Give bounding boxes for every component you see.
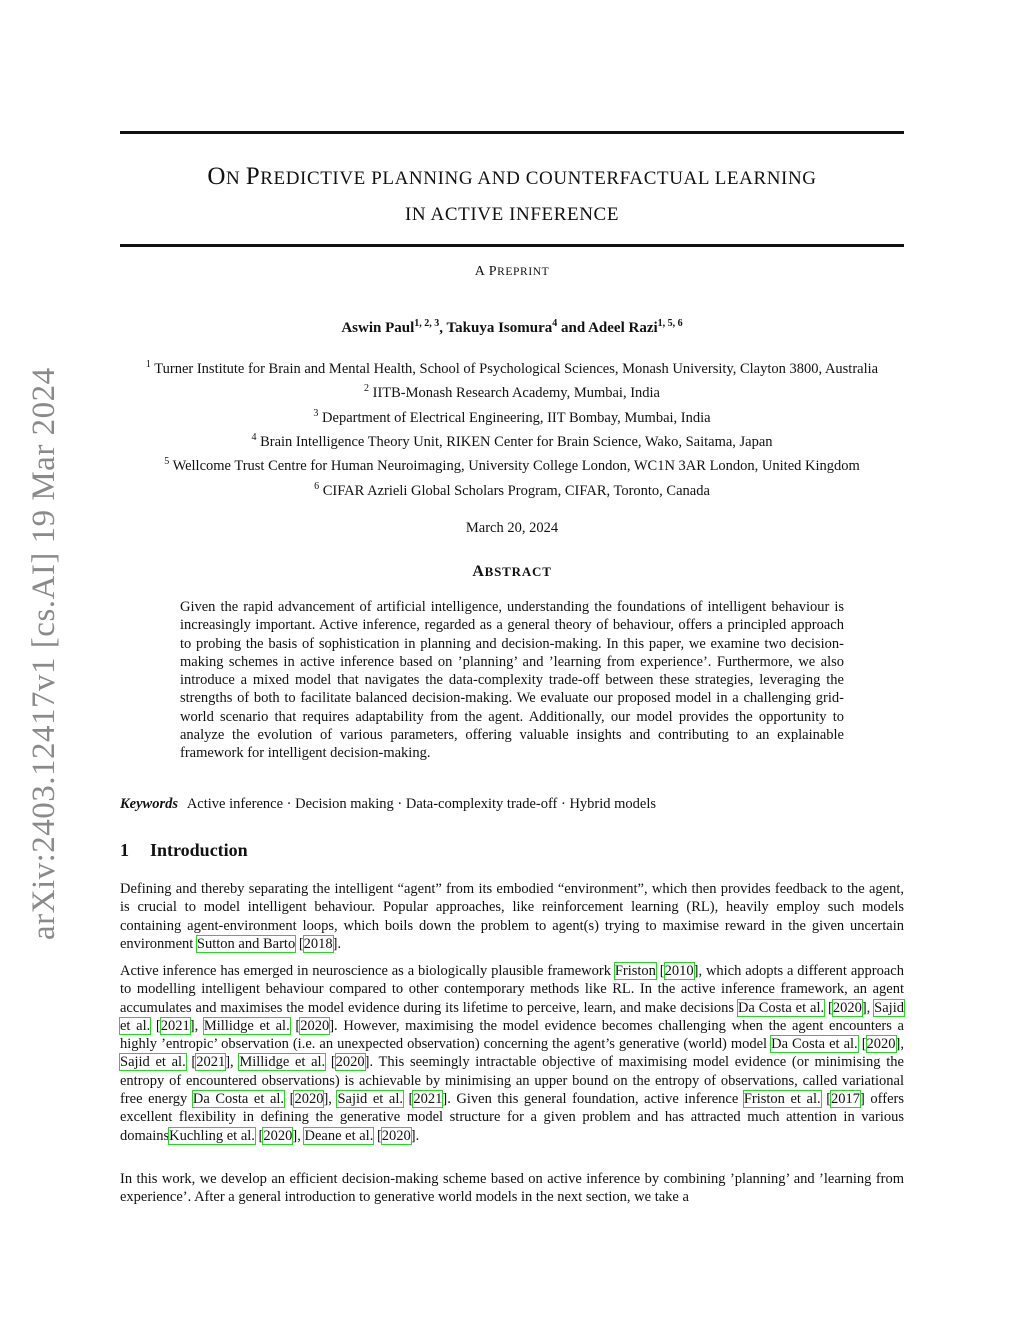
section-heading xyxy=(120,840,248,861)
paragraph-text: [ xyxy=(295,935,304,952)
paragraph-text: ]. However, maximising the model evidence becomes challenging when the agent encounters a highly ’entropic’ observation (i.e. an unexpected observation) concerning the agent’s generative (world) model xyxy=(120,1017,904,1053)
title-line-1 xyxy=(120,160,904,196)
title-smallcaps: N xyxy=(226,168,246,189)
affiliation-item xyxy=(60,355,964,379)
abstract-heading-smallcaps: BSTRACT xyxy=(484,564,552,579)
paper-title xyxy=(120,160,904,232)
section-title: Introduction xyxy=(150,840,248,860)
title-top-rule xyxy=(120,131,904,134)
title-smallcaps: REDICTIVE PLANNING AND COUNTERFACTUAL LEARNING xyxy=(260,168,817,189)
section-number: 1 xyxy=(120,840,129,860)
citation-link[interactable]: Da Costa et al. xyxy=(771,1036,858,1053)
paragraph-text: [ xyxy=(254,1127,264,1144)
citation-link[interactable]: Deane et al. xyxy=(304,1127,374,1144)
author-separator: , xyxy=(439,320,447,336)
citation-link[interactable]: 2020 xyxy=(381,1127,411,1144)
citation-link[interactable]: Kuchling et al. xyxy=(169,1127,255,1144)
paragraph-text: Defining and thereby separating the intelligent “agent” from its embodied “environment”, which then provides feedback to the agent, is crucial to model intelligent behaviour. Popular approaches, like reinforcement learning (RL), heavily employ such models containing agent-environment loops, which boils down the problem to agent(s) trying to maximise reward in the given uncertain environment xyxy=(120,881,904,952)
citation-link[interactable]: 2020 xyxy=(335,1054,365,1071)
paragraph-text: ], xyxy=(861,999,875,1016)
affiliation-num: 5 xyxy=(164,456,170,468)
citation-link[interactable]: 2020 xyxy=(263,1127,293,1144)
citation-link[interactable]: 2020 xyxy=(832,999,862,1016)
citation-link[interactable]: Millidge et al. xyxy=(239,1054,326,1071)
paragraph-text: In this work, we develop an efficient decision-making scheme based on active inference by combining ’planning’ and ’learning from experience’. After a general introduction to generative world models in the next section, we take a xyxy=(120,1171,904,1206)
paragraph-text: [ xyxy=(289,1017,301,1034)
affiliation-list xyxy=(60,355,964,501)
citation-link[interactable]: 2010 xyxy=(664,963,694,979)
author-affil-sup: 1, 2, 3 xyxy=(414,318,440,329)
paragraph-text: [ xyxy=(150,1017,161,1034)
preprint-letter: A xyxy=(474,264,485,279)
paragraph-text: [ xyxy=(402,1091,414,1108)
citation-link[interactable]: Friston xyxy=(614,963,656,979)
paragraph-text: ] offers excellent flexibility in defining the generative model structure for a given problem and has attracted much attention in various domains xyxy=(120,1091,904,1144)
citation-link[interactable]: Da Costa et al. xyxy=(192,1091,285,1108)
citation-link[interactable]: Sajid et al. xyxy=(337,1091,403,1108)
paragraph-text: [ xyxy=(284,1091,295,1108)
paragraph-text: [ xyxy=(857,1036,867,1053)
abstract-text: Given the rapid advancement of artificial intelligence, understanding the foundations of intelligent behaviour is increasingly important. Active inference, regarded as a general theory of behaviour, offers a principled approach to probing the basis of sophistication in planning and decision-making. In this paper, we examine two decision-making schemes in active inference based on ’planning’ and ’learning from experience’. Furthermore, we also introduce a mixed model that navigates the data-complexity trade-off between these strategies, leveraging the strengths of both to facilitate balanced decision-making. We evaluate our proposed model in a challenging grid-world scenario that requires adaptability from the agent. Additionally, our model provides the opportunity to analyze the evolution of various parameters, offering valuable insights and contributing to an explainable framework for intelligent decision-making. xyxy=(180,599,844,762)
title-line-2 xyxy=(120,196,904,232)
citation-link[interactable]: Sutton and Barto xyxy=(196,935,296,952)
paragraph-text: Active inference has emerged in neuroscience as a biologically plausible framework xyxy=(120,963,615,979)
paragraph-text: [ xyxy=(824,999,833,1016)
citation-link[interactable]: 2020 xyxy=(300,1017,330,1034)
citation-link[interactable]: Millidge et al. xyxy=(203,1017,290,1034)
affiliation-text: IITB-Monash Research Academy, Mumbai, India xyxy=(372,385,660,402)
author-name: Takuya Isomura xyxy=(446,320,553,336)
citation-link[interactable]: Friston et al. xyxy=(743,1091,821,1108)
affiliation-item xyxy=(60,452,964,476)
citation-link[interactable]: 2021 xyxy=(196,1054,226,1071)
preprint-letter: P xyxy=(488,264,498,279)
title-letter: O xyxy=(207,163,227,190)
paragraph-text: ]. xyxy=(332,935,342,952)
paragraph-text: ]. This seemingly intractable objective of maximising model evidence (or minimising the entropy of encountered observations) is achievable by minimising an upper bound on the entropy of observations, called variational free energy xyxy=(120,1054,904,1108)
title-smallcaps: IN ACTIVE INFERENCE xyxy=(404,204,620,225)
citation-link[interactable]: 2021 xyxy=(413,1091,443,1108)
title-letter: P xyxy=(245,163,261,190)
keywords-label: Keywords xyxy=(120,796,178,812)
citation-link[interactable]: 2018 xyxy=(303,935,333,952)
paragraph-text: ], xyxy=(895,1036,904,1053)
paragraph-text: [ xyxy=(820,1091,832,1108)
preprint-label xyxy=(120,264,904,280)
paragraph-text: ]. xyxy=(410,1127,420,1144)
affiliation-num: 2 xyxy=(364,383,369,395)
paragraph-text: [ xyxy=(655,963,665,979)
citation-link[interactable]: 2020 xyxy=(294,1091,324,1108)
paragraph-text: [ xyxy=(325,1054,336,1071)
abstract-heading-letter: A xyxy=(472,563,485,580)
citation-link[interactable]: 2020 xyxy=(866,1036,896,1053)
citation-link[interactable]: Sajid et al. xyxy=(120,999,904,1034)
keywords-text: Active inference · Decision making · Data-complexity trade-off · Hybrid models xyxy=(186,796,657,812)
paragraph xyxy=(120,962,904,1145)
paragraph-text: ], xyxy=(323,1091,338,1108)
affiliation-item xyxy=(60,404,964,428)
affiliation-num: 6 xyxy=(314,480,320,492)
preprint-smallcaps: REPRINT xyxy=(497,266,550,278)
author-separator: and xyxy=(557,320,589,336)
affiliation-text: Department of Electrical Engineering, IIT Bombay, Mumbai, India xyxy=(322,409,711,426)
paragraph xyxy=(120,880,904,953)
affiliation-num: 3 xyxy=(313,407,319,419)
affiliation-item xyxy=(60,379,964,403)
paragraph-text: ], xyxy=(189,1017,204,1034)
paragraph-text: ], which adopts a different approach to modelling intelligent behaviour compared to other contemporary methods like RL. In the active inference framework, an agent accumulates and maximises the model evidence during its lifetime to perceive, learn, and make decisions xyxy=(120,963,904,1016)
abstract-heading xyxy=(120,563,904,581)
author-list xyxy=(120,318,904,337)
paragraph-text: ], xyxy=(292,1127,305,1144)
citation-link[interactable]: 2017 xyxy=(831,1091,861,1108)
arxiv-side-stamp: arXiv:2403.12417v1 [cs.AI] 19 Mar 2024 xyxy=(26,367,62,940)
keywords-line xyxy=(120,796,904,813)
citation-link[interactable]: Sajid et al. xyxy=(120,1054,186,1071)
author-name: Adeel Razi xyxy=(588,320,658,336)
affiliation-item xyxy=(60,428,964,452)
affiliation-text: Wellcome Trust Centre for Human Neuroimaging, University College London, WC1N 3AR London, United Kingdom xyxy=(172,458,860,475)
affiliation-text: Turner Institute for Brain and Mental Health, School of Psychological Sciences, Monash University, Clayton 3800, Australia xyxy=(154,360,879,377)
paragraph-text: [ xyxy=(185,1054,197,1071)
paragraph-text: ]. Given this general foundation, active inference xyxy=(442,1091,744,1108)
affiliation-num: 1 xyxy=(145,359,151,370)
paragraph-text: [ xyxy=(373,1127,382,1144)
affiliation-item xyxy=(60,477,964,501)
author-affil-sup: 1, 5, 6 xyxy=(657,318,683,329)
author-name: Aswin Paul xyxy=(341,320,415,336)
citation-link[interactable]: 2021 xyxy=(160,1017,190,1034)
affiliation-num: 4 xyxy=(251,431,257,443)
affiliation-text: Brain Intelligence Theory Unit, RIKEN Center for Brain Science, Wako, Saitama, Japan xyxy=(260,433,773,450)
paragraph xyxy=(120,1170,904,1207)
author-affil-sup: 4 xyxy=(552,318,558,329)
paragraph-text: ], xyxy=(225,1054,240,1071)
title-bottom-rule xyxy=(120,244,904,247)
paper-date: March 20, 2024 xyxy=(465,520,559,536)
citation-link[interactable]: Da Costa et al. xyxy=(737,999,825,1016)
affiliation-text: CIFAR Azrieli Global Scholars Program, CIFAR, Toronto, Canada xyxy=(322,482,710,499)
